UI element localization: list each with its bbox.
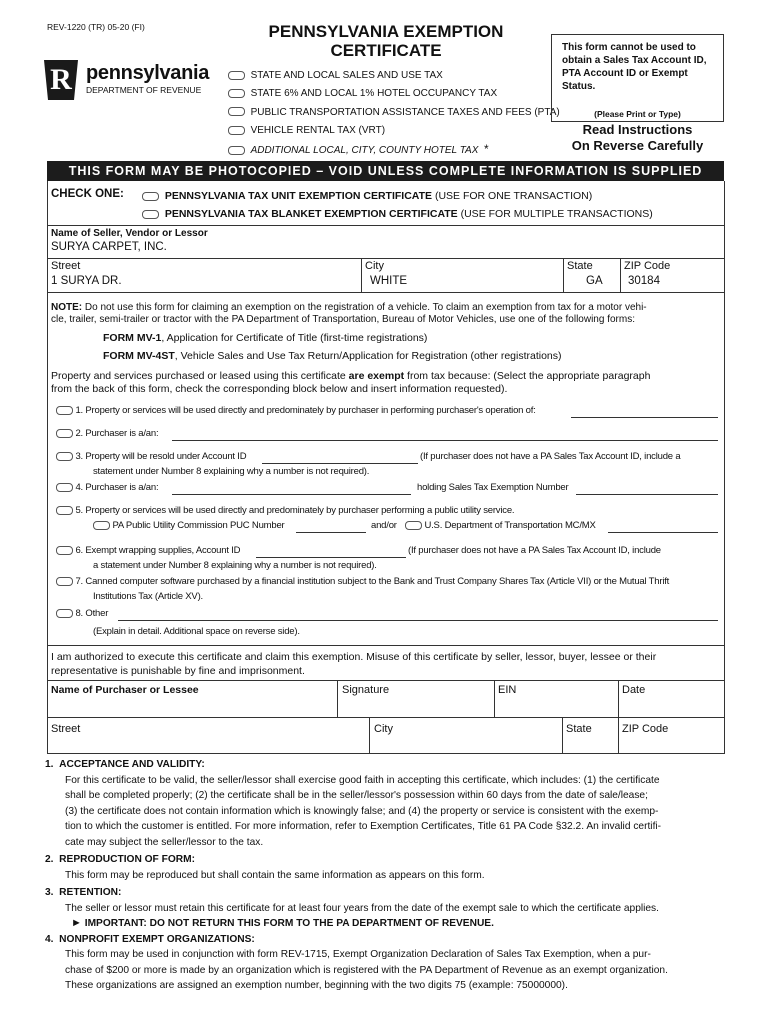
reason-5-puc	[93, 520, 285, 531]
purchaser-city-label: City	[374, 723, 393, 735]
tax-label: VEHICLE RENTAL TAX (VRT)	[250, 124, 386, 136]
divider	[361, 258, 362, 292]
instruction-title: ACCEPTANCE AND VALIDITY:	[59, 759, 205, 770]
tax-checkbox-hotel[interactable]	[228, 89, 245, 98]
instruction-number: 1.	[45, 759, 54, 770]
reason-5-dot	[405, 520, 596, 531]
reason-5-checkbox[interactable]	[56, 506, 73, 515]
instruction-line: The seller or lessor must retain this certificate for at least four years from the date of the exempt sale to which the certificate applies.	[65, 902, 659, 914]
instruction-line: tion to which the customer is entitled. For more information, refer to Exemption Certificates, Title 61 PA Code §32.2. An invalid certifi-	[65, 821, 662, 832]
note-text: Do not use this form for claiming an exemption on the registration of a vehicle. To claim an exemption from tax for a motor vehi-	[82, 302, 647, 313]
purchaser-street-label: Street	[51, 723, 81, 735]
divider	[47, 717, 724, 718]
seller-zip-label: ZIP Code	[624, 260, 671, 272]
property-line-1	[51, 370, 721, 383]
date-label: Date	[622, 684, 646, 696]
notice-text: This form cannot be used to obtain a Sales Tax Account ID, PTA Account ID or Exempt Status.	[562, 42, 707, 92]
purchaser-name-label: Name of Purchaser or Lessee	[51, 684, 199, 696]
tax-checkbox-pta[interactable]	[228, 107, 245, 116]
reason-2	[56, 428, 158, 439]
note-label: NOTE:	[51, 302, 83, 313]
divider	[47, 292, 724, 293]
option-bold-label: PENNSYLVANIA TAX BLANKET EXEMPTION CERTIFICATE	[164, 208, 458, 220]
divider	[47, 258, 724, 259]
property-statement	[51, 370, 721, 396]
read-instructions-2: On Reverse Carefully	[571, 138, 704, 153]
seller-state-field[interactable]: GA	[586, 275, 603, 287]
tax-type-list	[228, 67, 560, 160]
seller-street-field[interactable]: 1 SURYA DR.	[51, 275, 122, 287]
instruction-line: For this certificate to be valid, the seller/lessor shall exercise good faith in accepting this certificate, which includes: (1) the certificate	[65, 774, 660, 786]
instruction-1	[45, 757, 725, 850]
reason-4	[56, 482, 158, 493]
reason-3-input-line[interactable]	[262, 463, 418, 464]
reason-8-checkbox[interactable]	[56, 609, 73, 618]
form-mv1-line	[103, 332, 427, 344]
divider	[618, 717, 619, 753]
print-type-note: (Please Print or Type)	[594, 109, 681, 119]
divider	[563, 258, 564, 292]
seller-state-label: State	[567, 260, 593, 272]
warning-icon: ►	[71, 917, 82, 929]
tax-checkbox-sales-use[interactable]	[228, 71, 245, 80]
signature-label: Signature	[342, 684, 390, 696]
logo-subtext: DEPARTMENT OF REVENUE	[86, 85, 202, 95]
option-label: (USE FOR MULTIPLE TRANSACTIONS)	[457, 208, 653, 220]
reason-6-note: (If purchaser does not have a PA Sales Tax Account ID, include	[408, 545, 661, 556]
option-label: (USE FOR ONE TRANSACTION)	[432, 190, 593, 202]
pa-logo	[44, 60, 224, 100]
reason-5	[56, 505, 514, 516]
reason-7-text-cont: Institutions Tax (Article XV).	[93, 591, 203, 602]
reason-3-note-cont: statement under Number 8 explaining why a number is not required).	[93, 466, 370, 477]
puc-label: PA Public Utility Commission PUC Number	[112, 520, 285, 531]
reason-1-text: 1. Property or services will be used directly and predominately by purchaser in performing purchaser's operation of:	[75, 405, 536, 416]
form-code: FORM MV-1	[103, 332, 162, 344]
tax-label: STATE 6% AND LOCAL 1% HOTEL OCCUPANCY TAX	[250, 88, 498, 100]
instruction-line: This form may be used in conjunction with form REV-1715, Exempt Organization Declaration of Sales Tax Exemption, when a pur-	[65, 949, 651, 960]
reason-6-input-line[interactable]	[256, 557, 406, 558]
reason-7-checkbox[interactable]	[56, 577, 73, 586]
dot-label: U.S. Department of Transportation MC/MX	[424, 520, 596, 531]
authorization-statement	[51, 650, 721, 678]
reason-6-text: 6. Exempt wrapping supplies, Account ID	[75, 545, 241, 556]
reason-3-text: 3. Property will be resold under Account ID	[75, 451, 247, 462]
instruction-line: This form may be reproduced but shall contain the same information as appears on this form.	[65, 869, 485, 881]
reason-7-text: 7. Canned computer software purchased by a financial institution subject to the Bank and Trust Company Shares Tax (Article VII) or the Mutual Thrift	[75, 576, 670, 587]
reason-2-text: 2. Purchaser is a/an:	[75, 428, 159, 439]
form-title-line1: PENNSYLVANIA EXEMPTION	[268, 22, 504, 41]
seller-name-field[interactable]: SURYA CARPET, INC.	[51, 241, 167, 253]
reason-8	[56, 608, 108, 619]
reason-6-note-cont: a statement under Number 8 explaining why a number is not required).	[93, 560, 377, 571]
tax-label: ADDITIONAL LOCAL, CITY, COUNTY HOTEL TAX	[250, 145, 479, 157]
tax-option-pta	[228, 104, 560, 122]
instruction-4	[45, 932, 725, 994]
reason-3	[56, 451, 246, 462]
purchaser-zip-label: ZIP Code	[622, 723, 669, 735]
option-bold-label: PENNSYLVANIA TAX UNIT EXEMPTION CERTIFICATE	[164, 190, 433, 202]
reason-4-checkbox[interactable]	[56, 483, 73, 492]
seller-street-label: Street	[51, 260, 81, 272]
reason-4-input-line-b[interactable]	[576, 494, 718, 495]
instruction-line: shall be completed properly; (2) the certificate shall be in the seller/lessor's possession within 60 days from the date of sale/lease;	[65, 790, 648, 801]
form-description: , Vehicle Sales and Use Tax Return/Application for Registration (other registrations)	[174, 350, 562, 362]
note-line-1	[51, 302, 721, 314]
instruction-number: 4.	[45, 933, 54, 945]
divider	[47, 225, 724, 226]
reason-1-checkbox[interactable]	[56, 406, 73, 415]
divider	[47, 680, 724, 681]
photocopy-banner: THIS FORM MAY BE PHOTOCOPIED – VOID UNLESS COMPLETE INFORMATION IS SUPPLIED	[47, 161, 724, 181]
puc-input-line[interactable]	[296, 532, 366, 533]
reason-7	[56, 576, 669, 587]
instruction-number: 2.	[45, 854, 54, 865]
tax-option-hotel	[228, 85, 560, 103]
tax-checkbox-vrt[interactable]	[228, 126, 245, 135]
text-part: Property and services purchased or leased using this certificate	[51, 370, 349, 382]
reason-1-input-line[interactable]	[571, 417, 718, 418]
check-one-label: CHECK ONE:	[51, 188, 124, 200]
puc-checkbox[interactable]	[93, 521, 110, 530]
divider	[337, 680, 338, 717]
reason-8-explain: (Explain in detail. Additional space on reverse side).	[93, 626, 300, 637]
dot-input-line[interactable]	[608, 532, 718, 533]
reason-1	[56, 405, 536, 416]
divider	[618, 680, 619, 717]
reason-5-text: 5. Property or services will be used directly and predominately by purchaser performing a public utility service.	[75, 505, 515, 516]
form-code: FORM MV-4ST	[103, 350, 175, 362]
logo-text: pennsylvania	[86, 62, 210, 84]
important-text: IMPORTANT: DO NOT RETURN THIS FORM TO THE PA DEPARTMENT OF REVENUE.	[84, 918, 494, 929]
vehicle-note	[51, 302, 721, 326]
divider	[47, 645, 724, 646]
reason-4-input-line-a[interactable]	[172, 494, 411, 495]
form-mv4st-line	[103, 350, 562, 362]
instruction-3	[45, 885, 725, 932]
seller-zip-field[interactable]: 30184	[628, 275, 660, 287]
ein-label: EIN	[498, 684, 517, 696]
tax-label: STATE AND LOCAL SALES AND USE TAX	[250, 70, 443, 81]
instruction-title: REPRODUCTION OF FORM:	[59, 854, 195, 865]
divider	[369, 717, 370, 753]
tax-option-local-hotel	[228, 140, 560, 160]
divider	[562, 717, 563, 753]
tax-checkbox-local-hotel[interactable]	[228, 146, 245, 155]
purchaser-state-label: State	[566, 723, 592, 735]
instruction-line: chase of $200 or more is made by an organization which is registered with the PA Department of Revenue as an exempt organization.	[65, 964, 668, 976]
instruction-line: (3) the certificate does not contain information which is knowingly false; and (4) the property or service is consistent with the exemp-	[65, 805, 659, 817]
property-line-2: from the back of this form, check the corresponding block below and insert information requested).	[51, 383, 508, 395]
seller-name-label: Name of Seller, Vendor or Lessor	[51, 228, 208, 239]
reason-6-checkbox[interactable]	[56, 546, 73, 555]
authorization-line-2: representative is punishable by fine and imprisonment.	[51, 665, 305, 677]
text-emphasis: are exempt	[348, 370, 405, 382]
reason-3-checkbox[interactable]	[56, 452, 73, 461]
instruction-2	[45, 852, 725, 883]
reason-8-input-line[interactable]	[118, 620, 718, 621]
important-note	[45, 916, 725, 932]
dot-checkbox[interactable]	[405, 521, 422, 530]
reason-2-input-line[interactable]	[172, 440, 718, 441]
instruction-line: cate may subject the seller/lessor to the tax.	[65, 836, 264, 848]
notice-box	[551, 34, 724, 122]
asterisk: *	[483, 142, 489, 157]
instruction-line: These organizations are assigned an exemption number, beginning with the two digits 75 (example: 75000000).	[65, 980, 568, 991]
instruction-number: 3.	[45, 887, 54, 898]
form-description: , Application for Certificate of Title (first-time registrations)	[161, 332, 428, 344]
logo-letter: R	[50, 63, 72, 96]
divider	[494, 680, 495, 717]
reason-4-exemption-label: holding Sales Tax Exemption Number	[417, 482, 569, 493]
reason-8-text: 8. Other	[75, 608, 109, 619]
instructions	[45, 757, 725, 994]
reason-6	[56, 545, 240, 556]
reason-3-note: (If purchaser does not have a PA Sales Tax Account ID, include a	[420, 451, 681, 462]
reason-2-checkbox[interactable]	[56, 429, 73, 438]
form-title-line2: CERTIFICATE	[330, 41, 442, 60]
read-instructions-1: Read Instructions	[582, 122, 693, 137]
note-line-2: cle, trailer, semi-trailer or tractor with the PA Department of Transportation, Bureau of Motor Vehicles, use one of the following forms:	[51, 314, 635, 325]
divider	[620, 258, 621, 292]
tax-option-sales-use	[228, 67, 560, 85]
and-or-label: and/or	[371, 520, 397, 531]
seller-city-field[interactable]: WHITE	[370, 275, 408, 287]
instruction-title: NONPROFIT EXEMPT ORGANIZATIONS:	[59, 933, 255, 945]
form-id: REV-1220 (TR) 05-20 (FI)	[47, 22, 145, 32]
tax-option-vrt	[228, 122, 560, 140]
reason-4-text: 4. Purchaser is a/an:	[75, 482, 159, 493]
instruction-title: RETENTION:	[59, 887, 122, 898]
text-part: from tax because: (Select the appropriate paragraph	[404, 370, 651, 382]
tax-label: PUBLIC TRANSPORTATION ASSISTANCE TAXES AND FEES (PTA)	[250, 106, 560, 118]
authorization-line-1: I am authorized to execute this certificate and claim this exemption. Misuse of this certificate by seller, lessor, buyer, lessee or their	[51, 651, 657, 663]
seller-city-label: City	[365, 260, 384, 272]
